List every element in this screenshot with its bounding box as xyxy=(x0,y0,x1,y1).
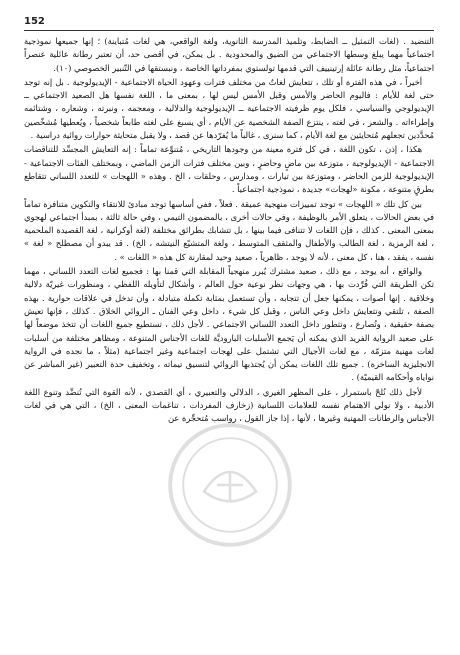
header-rule xyxy=(24,30,434,31)
paragraph-3: هكذا ، إذن ، تكون اللغة ، في كل فترة معينة من وجودها التاريخي ، مُتنوِّعة تماماً : إنه التعايش المجسِّد للتناقضات الاجتماعية - الإيديولوجية ، متوزعة بين ماضٍ وحاضرٍ ، وبين مختلف فترات الزمن الماضي ، وبمختلف الفئات الاجتماعية - الإيديولوجية للزمن الحاضر ، ومتوزعة بين تيارات ، ومدارس ، وحلقات ، الخ . وهذه « اللهجات » للتعدد اللساني تتقاطع بطرقٍ متنوعة ، مكونة «لهجات» جديدة ، نموذجية اجتماعياً . xyxy=(24,144,434,195)
paragraph-5: والواقع ، أنه يوجد ، مع ذلك ، صعيد مشترك يُبرر منهجياً المقابلة التي قمنا بها : فجميع لغات التعدد اللساني ، مهما تكن الطريقة التي فُرِّدت بها ، هي وجهات نظر نوعية حول العالم ، وأشكال لتأويله اللفظي ، ومنظورات غيريّة دلالية وخلاقية . إنها أصوات ، يمكنها جعل أن تتجابه ، وأن تستعمل بمثابة تكملة متبادلة ، وأن تدخل في علاقات حوارية . بهذه الصفة ، تلتقي وتتعايش داخل وعي الناس ، وقبل كل شيء ، داخل وعي الفنان ـ الروائي الخلاق . كذلك ، فإنها تعيش بصفة حقيقية ، وتُصارع ، وتتطور داخل التعدد اللساني الاجتماعي . لأجل ذلك ، تستطيع جميع اللغات أن تتخذ موضعاً لها على صعيد الرواية الفريد الذي يمكنه أن يَجمع الأسلبات الباروديَّة للغات الأجناس المتنوعة ، ومظاهر مختلفة من أسلبات لغات مهنية متزمّة ، مع لغات الأجيال التي تشتمل على لهجات اجتماعية وغير اجتماعية (مثلاً ، ما نجده في الرواية الانجليزية الساخرة) . جميع تلك اللغات يمكن أن يُجتذبها الروائي لتنسيق تيماته ، وتخفيف حدة التعبير (غير المباشر عن نواياه وأحكامه القيميّة) . xyxy=(24,266,434,383)
page-number: 152 xyxy=(24,16,45,27)
paragraph-4: بين كل تلك « اللهجات » توجد تمييزات منهجية عميقة . فعلاً ، ففي أساسها توجد مبادئ للانتقاء والتكوين متنافرة تماماً في بعض الحالات ، يتعلق الأمر بالوظيفة ، وفي حالات أخرى ، بالمضمون التيمي ، وفي حالة ثالثة ، بمبدأ اجتماعي لهجوي بمعنى المعنى . كذلك ، فإن اللغات لا تتنافى فيما بينها ، بل تتشابك بطرائق مختلفة (لغة أوكرانية ، لغة القصيدة الملحمية ، لغة الرمزية ، لغة الطالب والأطفال والمثقف المتوسط ، ولغة المتشيّع النيتشه ، الخ) . قد يبدو أن مصطلح « لغة » نفسه ، يفقد ، هنا ، كل معنى ، لأنه لا يوجد ، ظاهرياً ، صعيد وحيد لمقارنة كل هذه « اللغات » . xyxy=(24,198,434,262)
paragraph-1: التنضيد . (لغات التمثيل ــ الضابط، وتلميذ المدرسة الثانوية، ولغة الواقعي، هي لغات مُتباينة) ؛ إنها جميعها نموذجية اجتماعياً مهما يبلغ وسطها الاجتماعي من الضيق والمحدودية . بل يمكن، في أقصى حد، أن تعتبر رطانة عائلية عنصراً اجتماعياً، مثل رطانة عائلة إرتينييف التي قدمها تولستوي بمفرداتها الخاصة ، ونبستقها في التّنبير الخصوصي (١٠). xyxy=(24,36,434,73)
text-body xyxy=(24,35,434,647)
paragraph-2: أخيراً ، في هذه الفترة أو تلك ، تتعايش لغاتٌ من مختلف فترات وعهود الحياة الاجتماعية - الإيديولوجية . بل إنه توجد حتى لغة للأيام : فاليوم الحاضر والأمس وقبل الأمس ليس لها ، بمعنى ما ، اللغة نفسها هل الصعيد الاجتماعي ــ الإيديولوجي والسياسي ، فلكل يوم ظرفيته الاجتماعية ــ الإيديولوجية والدلالية ، ومعجمه ، ونبرته ، وشعاره ، وشتائمه وإطراءاته . والشعر ، في لغته ، ينتزع الصفة الشخصية عن الأيام ، أي يسبغ على لغته طابعاً شخصياً ، ويُعطيها مُشخّصين مُحدَّدين تجعلهم مُتحايثين مع لغة الأيام ، كما سنرى ، غالباً ما يُفرّدها عن قصد ، ولا يقبل متحايثة حوارات روائية دراسية . xyxy=(24,76,434,141)
paragraph-6: لأجل ذلك نُلحّ باستمرار ، على المظهر الغيري ، الدلالي والتعبيري ، أي القصدي ، لأنه القوة التي تُنضِّد وتنوع اللغة الأدبية ، ولا نولي الاهتمام نفسه للعلامات اللسانية (زخارف المفردات ، تناغمات المعنى ، الخ) ، التي هي في لغات الأجناس والرطانات المهنية وغيرها ، لأنها ، إذا جاز القول ، رواسب مُتحجِّرة عن xyxy=(24,386,434,424)
